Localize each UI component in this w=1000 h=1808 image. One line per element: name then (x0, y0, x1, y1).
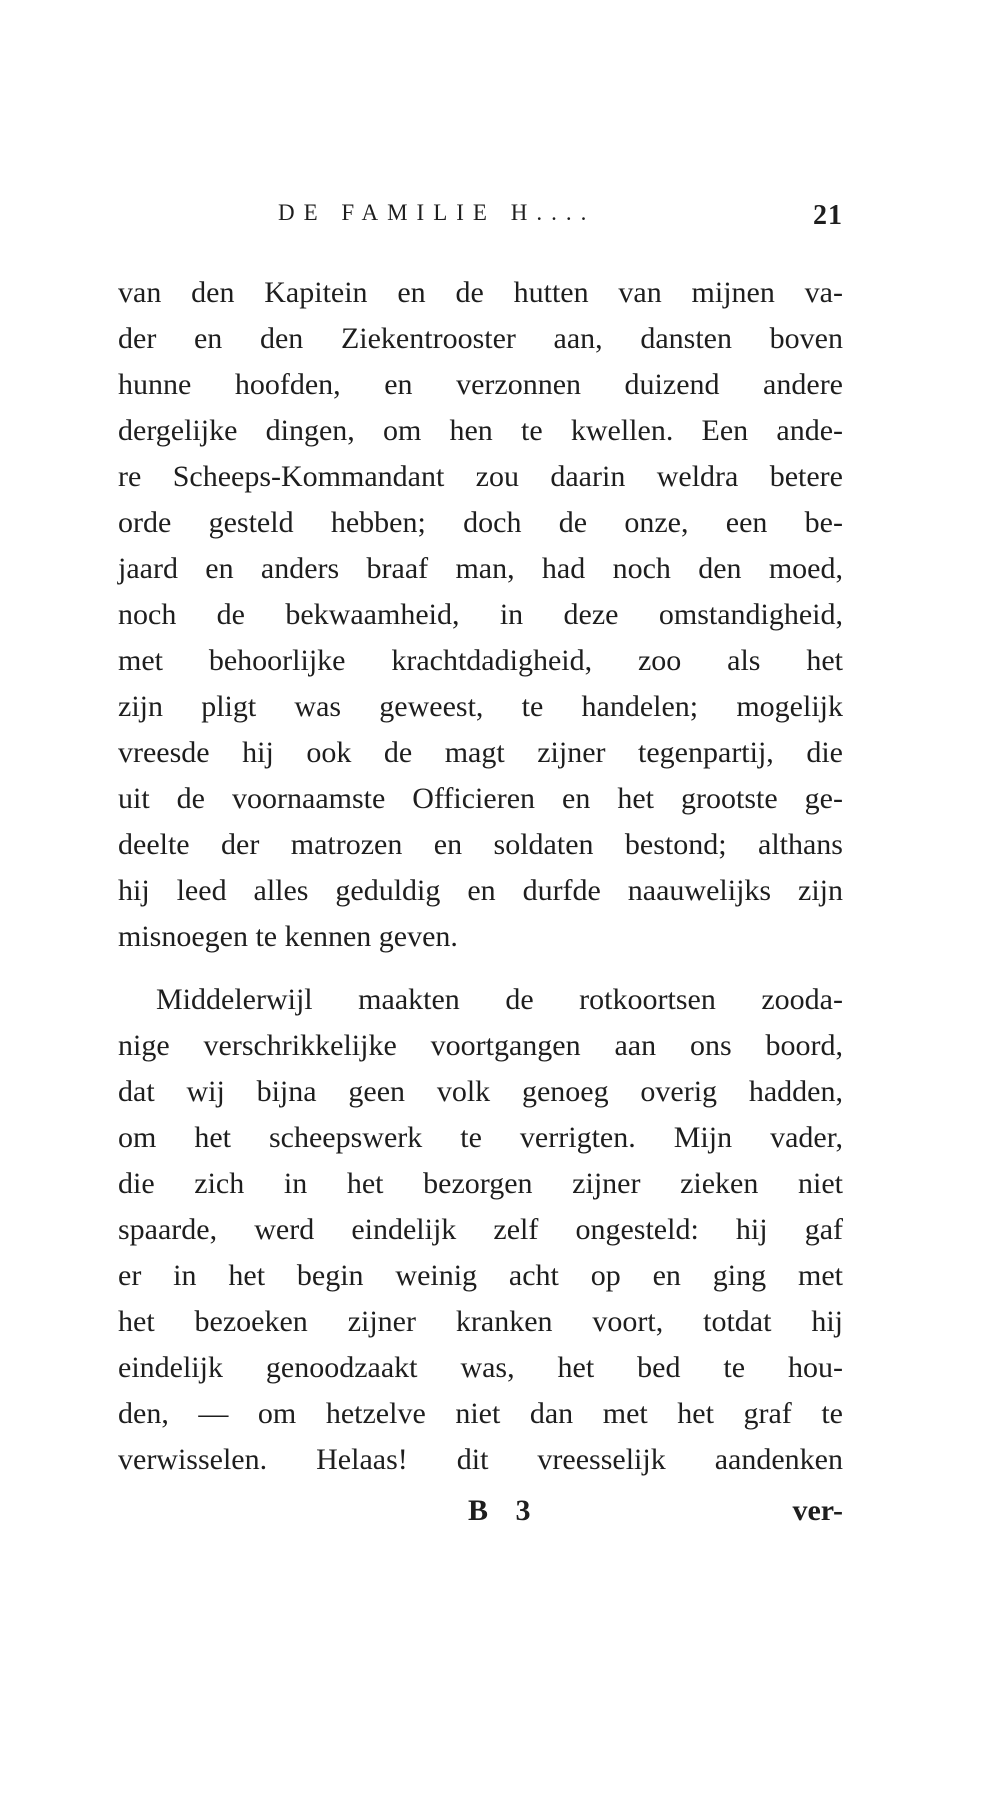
text-line: hij leed alles geduldig en durfde naauwelijks zijn (118, 874, 843, 907)
text-line: der en den Ziekentrooster aan, dansten boven (118, 322, 843, 355)
text-line: nige verschrikkelijke voortgangen aan ons boord, (118, 1029, 843, 1062)
text-line: den, — om hetzelve niet dan met het graf te (118, 1397, 843, 1430)
catchword: ver- (792, 1494, 843, 1527)
text-line: er in het begin weinig acht op en ging met (118, 1259, 843, 1292)
page-footer (118, 1494, 843, 1540)
text-line: uit de voornaamste Officieren en het grootste ge- (118, 782, 843, 815)
text-line: orde gesteld hebben; doch de onze, een be- (118, 506, 843, 539)
text-line: misnoegen te kennen geven. (118, 920, 458, 953)
text-line: spaarde, werd eindelijk zelf ongesteld: hij gaf (118, 1213, 843, 1246)
text-line: met behoorlijke krachtdadigheid, zoo als het (118, 644, 843, 677)
running-title: DE FAMILIE H.... (278, 200, 596, 225)
signature-mark: B 3 (468, 1494, 541, 1527)
text-line: om het scheepswerk te verrigten. Mijn vader, (118, 1121, 843, 1154)
text-line: die zich in het bezorgen zijner zieken niet (118, 1167, 843, 1200)
running-head (118, 198, 843, 238)
text-line: vreesde hij ook de magt zijner tegenpartij, die (118, 736, 843, 769)
text-line: verwisselen. Helaas! dit vreesselijk aandenken (118, 1443, 843, 1476)
text-line: noch de bekwaamheid, in deze omstandigheid, (118, 598, 843, 631)
text-line: eindelijk genoodzaakt was, het bed te hou- (118, 1351, 843, 1384)
text-line: zijn pligt was geweest, te handelen; mogelijk (118, 690, 843, 723)
text-line: deelte der matrozen en soldaten bestond; althans (118, 828, 843, 861)
page-number: 21 (813, 200, 843, 231)
text-line: dat wij bijna geen volk genoeg overig hadden, (118, 1075, 843, 1108)
paragraph-1 (118, 270, 843, 960)
text-line: dergelijke dingen, om hen te kwellen. Een ande- (118, 414, 843, 447)
text-line: Middelerwijl maakten de rotkoortsen zooda- (156, 983, 843, 1016)
text-line: van den Kapitein en de hutten van mijnen va- (118, 276, 843, 309)
text-line: het bezoeken zijner kranken voort, totdat hij (118, 1305, 843, 1338)
text-line: hunne hoofden, en verzonnen duizend andere (118, 368, 843, 401)
paragraph-2 (118, 977, 843, 1483)
text-line: jaard en anders braaf man, had noch den moed, (118, 552, 843, 585)
text-line: re Scheeps-Kommandant zou daarin weldra betere (118, 460, 843, 493)
